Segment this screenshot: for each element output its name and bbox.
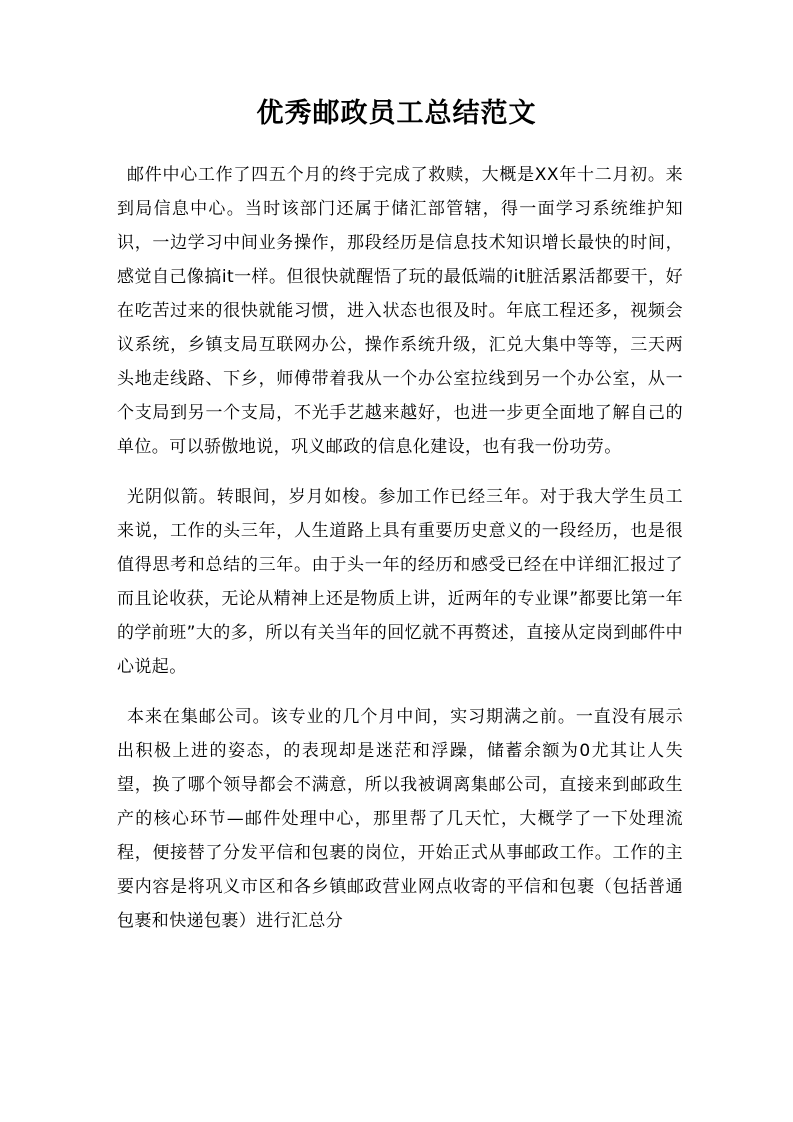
paragraph-1: 邮件中心工作了四五个月的终于完成了救赎，大概是XX年十二月初。来到局信息中心。当时该部门还属于储汇部管辖，得一面学习系统维护知识，一边学习中间业务操作，那段经历是信息技术知识增长最快的时间，感觉自己像搞it一样。但很快就醒悟了玩的最低端的it脏活累活都要干，好在吃苦过来的很快就能习惯，进入状态也很及时。年底工程还多，视频会议系统，乡镇支局互联网办公，操作系统升级，汇兑大集中等等，三天两头地走线路、下乡，师傅带着我从一个办公室拉线到另一个办公室，从一个支局到另一个支局，不光手艺越来越好，也进一步更全面地了解自己的单位。可以骄傲地说，巩义邮政的信息化建设，也有我一份功劳。 [117,165,683,457]
document-body [117,158,683,954]
document-title: 优秀邮政员工总结范文 [256,98,537,129]
paragraph-3: 本来在集邮公司。该专业的几个月中间，实习期满之前。一直没有展示出积极上进的姿态，的表现却是迷茫和浮躁，储蓄余额为0尤其让人失望，换了哪个领导都会不满意，所以我被调离集邮公司，直接来到邮政生产的核心环节—邮件处理中心，那里帮了几天忙，大概学了一下处理流程，便接替了分发平信和包裹的岗位，开始正式从事邮政工作。工作的主要内容是将巩义市区和各乡镇邮政营业网点收寄的平信和包裹（包括普通包裹和快递包裹）进行汇总分 [117,707,683,931]
paragraph-2: 光阴似箭。转眼间，岁月如梭。参加工作已经三年。对于我大学生员工来说，工作的头三年，人生道路上具有重要历史意义的一段经历，也是很值得思考和总结的三年。由于头一年的经历和感受已经在中详细汇报过了而且论收获，无论从精神上还是物质上讲，近两年的专业课”都要比第一年的学前班”大的多，所以有关当年的回忆就不再赘述，直接从定岗到邮件中心说起。 [117,487,684,677]
